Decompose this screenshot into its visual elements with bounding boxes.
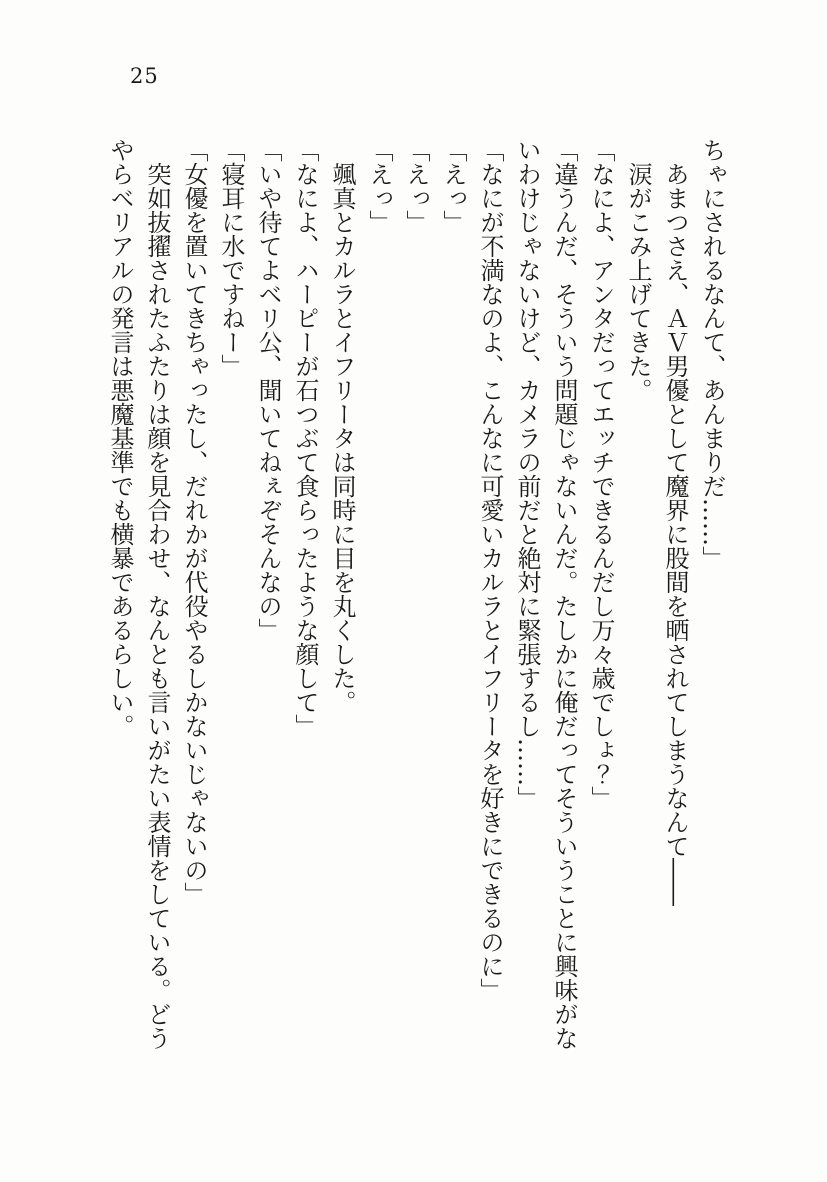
text-column-9: 「えっ」 bbox=[402, 138, 430, 234]
text-column-11: 颯真とカルラとイフリータは同時に目を丸くした。 bbox=[328, 138, 356, 714]
text-column-14: 「寝耳に水ですねー」 bbox=[217, 138, 245, 378]
text-column-15: 「女優を置いてきちゃったし、だれかが代役やるしかないじゃないの」 bbox=[180, 138, 208, 906]
text-column-8: 「えっ」 bbox=[439, 138, 467, 234]
text-column-3: 涙がこみ上げてきた。 bbox=[624, 138, 652, 402]
text-column-13: 「いや待てよベリ公、聞いてねぇぞそんなの」 bbox=[254, 138, 282, 642]
body-text bbox=[98, 138, 730, 1062]
text-column-10: 「えっ」 bbox=[365, 138, 393, 234]
text-column-12: 「なによ、ハーピーが石つぶて食らったような顔して」 bbox=[291, 138, 319, 738]
text-column-4: 「なによ、アンタだってエッチできるんだし万々歳でしょ？」 bbox=[587, 138, 615, 810]
text-column-1: ちゃにされるなんて、あんまりだ……」 bbox=[698, 138, 726, 570]
text-column-16: 突如抜擢されたふたりは顔を見合わせ、なんとも言いがたい表情をしている。どう bbox=[143, 138, 171, 1050]
text-column-2: あまつさえ、ＡＶ男優として魔界に股間を晒されてしまうなんて―― bbox=[661, 138, 689, 906]
text-column-6: いわけじゃないけど、カメラの前だと絶対に緊張するし……」 bbox=[513, 138, 541, 810]
page-number: 25 bbox=[130, 64, 159, 88]
text-column-17: やらベリアルの発言は悪魔基準でも横暴であるらしい。 bbox=[106, 138, 134, 738]
text-column-5: 「違うんだ、そういう問題じゃないんだ。たしかに俺だってそういうことに興味がな bbox=[550, 138, 578, 1050]
text-column-7: 「なにが不満なのよ、こんなに可愛いカルラとイフリータを好きにできるのに」 bbox=[476, 138, 504, 1002]
